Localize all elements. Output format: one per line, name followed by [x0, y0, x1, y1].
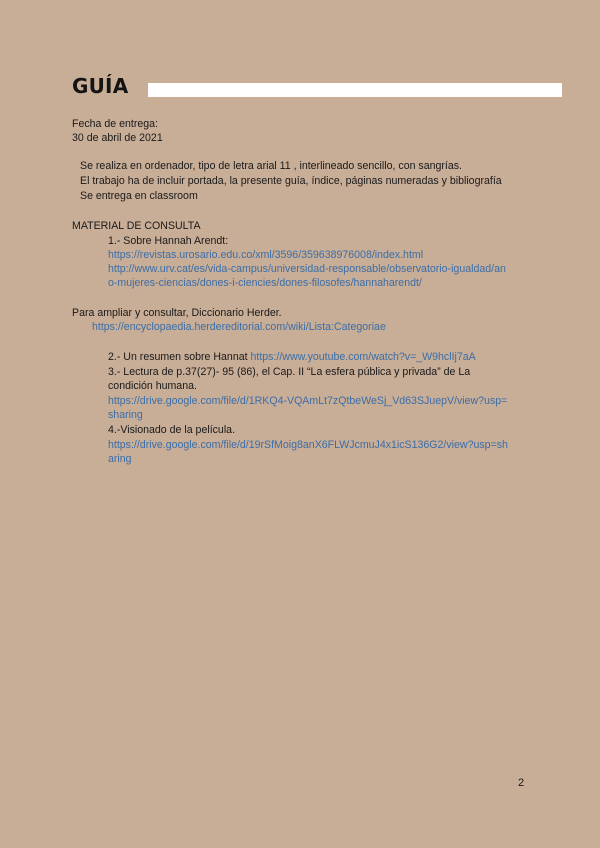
page-number: 2 — [518, 777, 525, 789]
material-item-1-link-2[interactable]: http://www.urv.cat/es/vida-campus/universidad-responsable/observatorio-igualdad/an — [108, 263, 506, 275]
material-item-1-link-2-cont[interactable]: o-mujeres-ciencias/dones-i-ciencies/dones-filosofes/hannaharendt/ — [108, 277, 422, 289]
material-heading: MATERIAL DE CONSULTA — [72, 220, 201, 232]
herder-link[interactable]: https://encyclopaedia.herdereditorial.com/wiki/Lista:Categoriae — [92, 321, 386, 333]
material-item-3-line-2: condición humana. — [108, 380, 197, 392]
drive-link-2-cont[interactable]: aring — [108, 453, 132, 465]
extend-text: Para ampliar y consultar, Diccionario Herder. — [72, 307, 282, 319]
material-item-2-label: 2.- Un resumen sobre Hannat — [108, 351, 251, 363]
delivery-date: 30 de abril de 2021 — [72, 132, 163, 144]
youtube-link[interactable]: https://www.youtube.com/watch?v=_W9hclIj7aA — [250, 351, 476, 363]
drive-link-2[interactable]: https://drive.google.com/file/d/19rSfMoig8anX6FLWJcmuJ4x1icS136G2/view?usp=sh — [108, 439, 508, 451]
instruction-3: Se entrega en classroom — [80, 190, 198, 202]
material-item-1-link-1[interactable]: https://revistas.urosario.edu.co/xml/3596/359638976008/index.html — [108, 249, 424, 261]
instruction-2: El trabajo ha de incluir portada, la presente guía, índice, páginas numeradas y bibliografía — [80, 175, 502, 187]
instruction-1: Se realiza en ordenador, tipo de letra arial 11 , interlineado sencillo, con sangrías. — [80, 160, 463, 172]
drive-link-1[interactable]: https://drive.google.com/file/d/1RKQ4-VQAmLt7zQtbeWeSj_Vd63SJuepV/view?usp= — [108, 395, 508, 407]
delivery-label: Fecha de entrega: — [72, 118, 158, 130]
title-underline-bar — [148, 83, 562, 97]
material-item-3-line-1: 3.- Lectura de p.37(27)- 95 (86), el Cap. II “La esfera pública y privada” de La — [108, 366, 471, 378]
material-item-1-label: 1.- Sobre Hannah Arendt: — [108, 235, 229, 247]
material-item-2 — [108, 350, 476, 364]
page-title: GUÍA — [72, 74, 129, 98]
material-item-4-label: 4.-Visionado de la película. — [108, 424, 236, 436]
drive-link-1-cont[interactable]: sharing — [108, 409, 143, 421]
